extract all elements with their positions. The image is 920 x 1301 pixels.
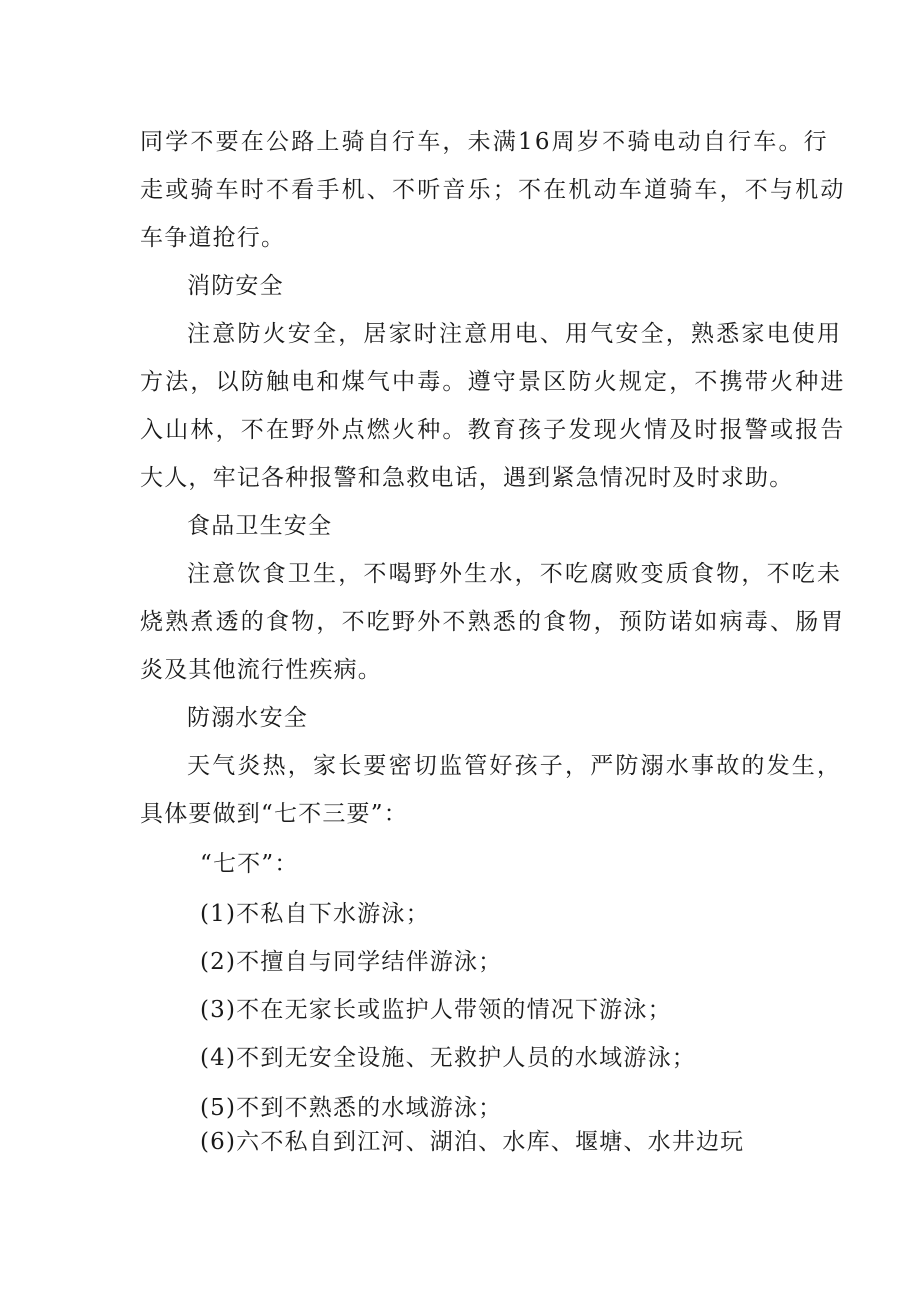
- paragraph-line: 天气炎热，家长要密切监管好孩子，严防溺水事故的发生，: [187, 753, 843, 779]
- section-heading-drowning: 防溺水安全: [187, 705, 308, 731]
- list-item: (5)不到不熟悉的水域游泳；: [200, 1095, 503, 1121]
- seven-no-title: “七不”：: [200, 851, 299, 877]
- list-item: (1)不私自下水游泳；: [200, 901, 430, 927]
- section-heading-fire: 消防安全: [187, 273, 284, 299]
- paragraph-line: 注意防火安全，居家时注意用电、用气安全，熟悉家电使用: [187, 321, 843, 347]
- paragraph-line: 走或骑车时不看手机、不听音乐；不在机动车道骑车，不与机动: [140, 177, 846, 203]
- paragraph-line: 具体要做到“七不三要”：: [140, 801, 408, 827]
- section-heading-food: 食品卫生安全: [187, 513, 333, 539]
- paragraph-line: 同学不要在公路上骑自行车，未满16周岁不骑电动自行车。行: [140, 129, 829, 155]
- list-item: (6)六不私自到江河、湖泊、水库、堰塘、水井边玩: [200, 1129, 745, 1155]
- paragraph-line: 大人，牢记各种报警和急救电话，遇到紧急情况时及时求助。: [140, 465, 794, 491]
- list-item: (2)不擅自与同学结伴游泳；: [200, 949, 503, 975]
- paragraph-line: 方法，以防触电和煤气中毒。遵守景区防火规定，不携带火种进: [140, 369, 846, 395]
- list-item: (3)不在无家长或监护人带领的情况下游泳；: [200, 997, 672, 1023]
- paragraph-line: 注意饮食卫生，不喝野外生水，不吃腐败变质食物，不吃未: [187, 561, 843, 587]
- paragraph-line: 入山林，不在野外点燃火种。教育孩子发现火情及时报警或报告: [140, 417, 846, 443]
- paragraph-line: 烧熟煮透的食物，不吃野外不熟悉的食物，预防诺如病毒、肠胃: [140, 609, 846, 635]
- list-item: (4)不到无安全设施、无救护人员的水域游泳；: [200, 1045, 696, 1071]
- paragraph-line: 车争道抢行。: [140, 225, 286, 251]
- paragraph-line: 炎及其他流行性疾病。: [140, 657, 382, 683]
